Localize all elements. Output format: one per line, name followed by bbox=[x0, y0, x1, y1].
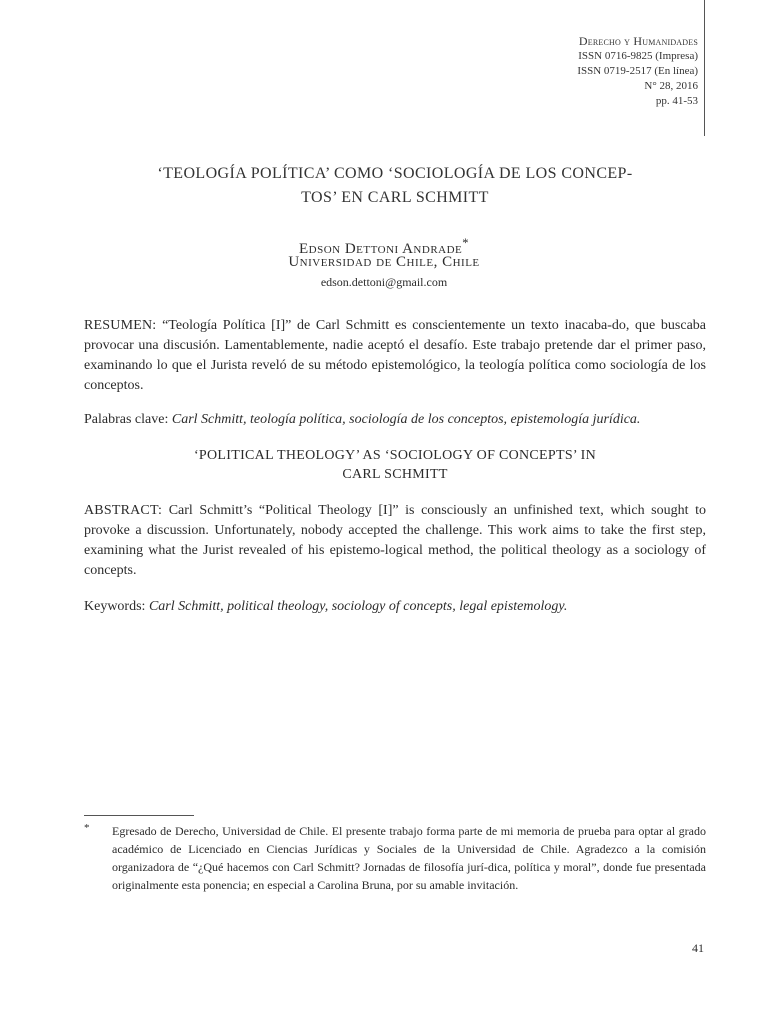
article-title-line-1: ‘TEOLOGÍA POLÍTICA’ COMO ‘SOCIOLOGÍA DE LOS CONCEP- bbox=[157, 165, 633, 182]
footnote-separator bbox=[84, 815, 194, 816]
journal-header bbox=[577, 34, 698, 109]
palabras-clave-terms: Carl Schmitt, teología política, sociología de los conceptos, epistemología jurídica. bbox=[171, 412, 641, 427]
resumen-paragraph bbox=[84, 316, 706, 396]
author-email: edson.dettoni@gmail.com bbox=[320, 275, 448, 289]
page-number: 41 bbox=[692, 941, 704, 955]
keywords-label: Keywords: bbox=[84, 599, 146, 614]
issue-number: N° 28, 2016 bbox=[644, 80, 698, 92]
english-title bbox=[84, 446, 706, 484]
article-title bbox=[110, 162, 680, 210]
header-vertical-rule bbox=[704, 0, 705, 136]
abstract-label: ABSTRACT: bbox=[84, 503, 163, 518]
resumen-label: RESUMEN: bbox=[84, 318, 157, 333]
abstract-text: Carl Schmitt’s “Political Theology [I]” is consciously an unfinished text, which sought to provoke a discussion. Unfortunately, nobody accepted the challenge. This work aims to take the first step, examining what the Jurist revealed of his epistemo-logical method, the political theology as a sociology of concepts. bbox=[84, 503, 707, 578]
keywords-terms: Carl Schmitt, political theology, sociology of concepts, legal epistemology. bbox=[148, 599, 568, 614]
palabras-clave bbox=[84, 410, 706, 430]
author-name: Edson Dettoni Andrade bbox=[298, 241, 463, 257]
keywords bbox=[84, 597, 706, 617]
page-range: pp. 41-53 bbox=[655, 95, 698, 107]
footnote-text: Egresado de Derecho, Universidad de Chile. El presente trabajo forma parte de mi memoria de prueba para optar al grado académico de Licenciado en Ciencias Jurídicas y Sociales de la Universidad de Chile. Agradezco a la comisión organizadora de “¿Qué hacemos con Carl Schmitt? Jornadas de filosofía jurí-dica, política y moral”, donde fue presentada originalmente esta ponencia; en especial a Carolina Bruna, por su amable invitación. bbox=[112, 824, 706, 892]
issn-online: ISSN 0719-2517 (En línea) bbox=[577, 65, 698, 77]
issn-print: ISSN 0716-9825 (Impresa) bbox=[578, 50, 698, 62]
english-title-line-1: ‘POLITICAL THEOLOGY’ AS ‘SOCIOLOGY OF CONCEPTS’ IN bbox=[193, 448, 597, 463]
footnote-mark: * bbox=[84, 822, 90, 834]
palabras-clave-label: Palabras clave: bbox=[84, 412, 169, 427]
journal-name: Derecho y Humanidades bbox=[578, 34, 698, 48]
english-title-line-2: CARL SCHMITT bbox=[342, 467, 448, 482]
resumen-text: “Teología Política [I]” de Carl Schmitt es conscientemente un texto inacaba-do, que buscaba provocar una discusión. Lamentablemente, nadie aceptó el desafío. Este trabajo pretende dar el primer paso, examinando lo que el Jurista reveló de su método epistemológico, la teología política como sociología de los conceptos. bbox=[84, 318, 707, 393]
abstract-paragraph bbox=[84, 501, 706, 581]
article-title-line-2: TOS’ EN CARL SCHMITT bbox=[301, 189, 489, 206]
author-footnote-mark: * bbox=[462, 236, 470, 250]
author-affiliation: Universidad de Chile, Chile bbox=[288, 254, 480, 270]
